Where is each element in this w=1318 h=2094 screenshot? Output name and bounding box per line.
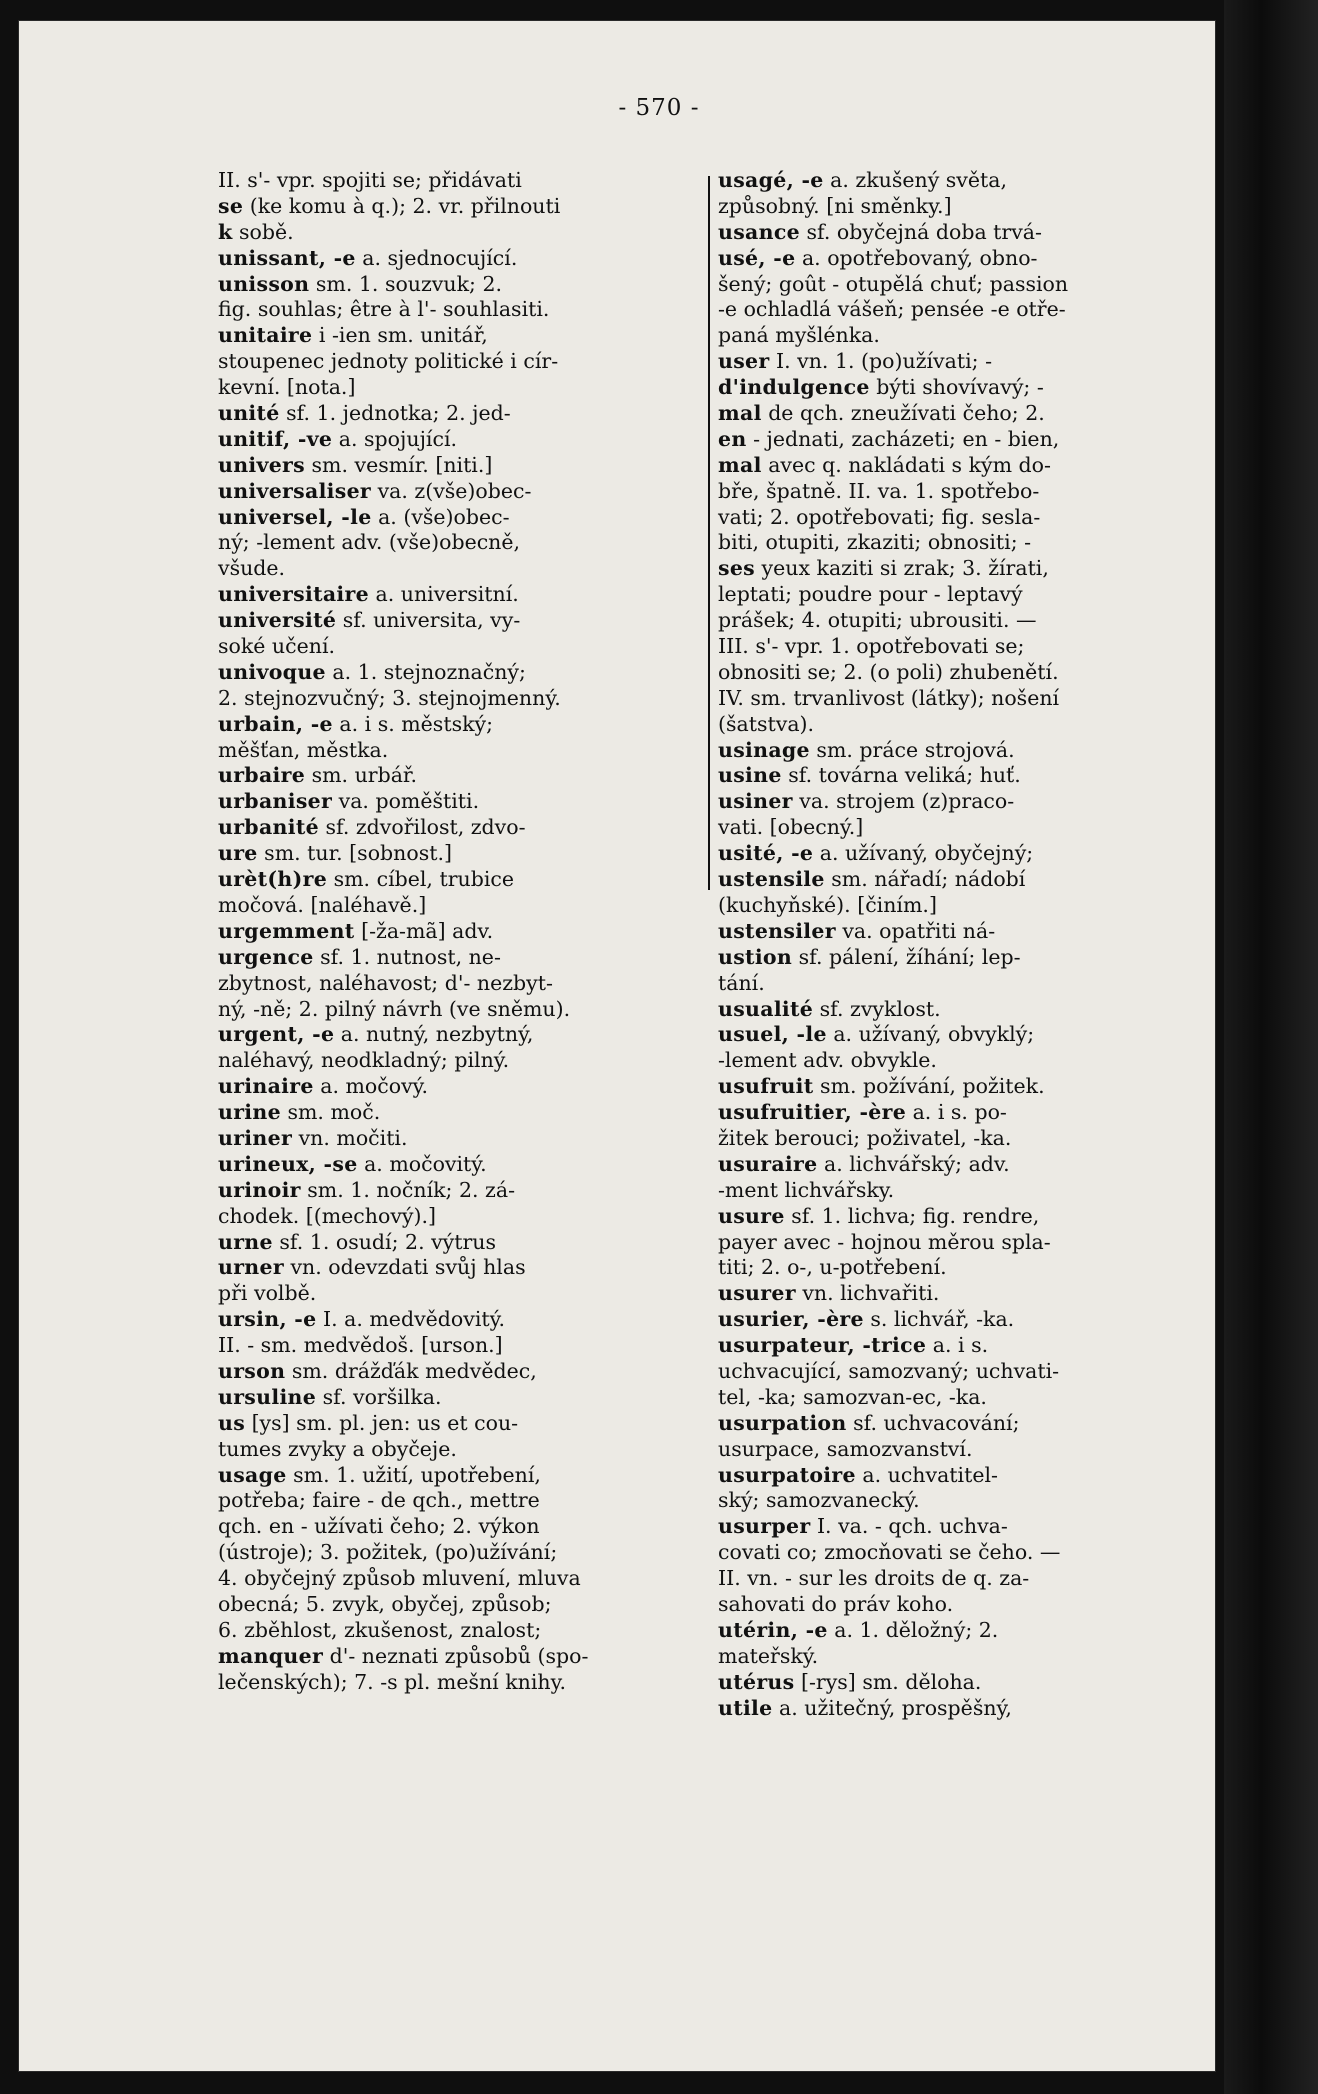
dictionary-line: při volbě. bbox=[218, 1281, 317, 1306]
left-column bbox=[218, 168, 688, 1696]
page-number: - 570 - bbox=[618, 95, 700, 121]
dictionary-line: urineux, -se a. močovitý. bbox=[218, 1151, 487, 1176]
dictionary-line: us [ys] sm. pl. jen: us et cou- bbox=[218, 1410, 519, 1435]
dictionary-line: zbytnost, naléhavost; d'- nezbyt- bbox=[218, 970, 553, 995]
dictionary-line: urinoir sm. 1. nočník; 2. zá- bbox=[218, 1177, 516, 1202]
dictionary-line: universel, -le a. (vše)obec- bbox=[218, 504, 510, 529]
dictionary-line: ský; samozvanecký. bbox=[718, 1488, 920, 1513]
dictionary-line: II. - sm. medvědoš. [urson.] bbox=[218, 1333, 503, 1358]
dictionary-line: tel, -ka; samozvan-ec, -ka. bbox=[718, 1384, 987, 1409]
dictionary-line: potřeba; faire - de qch., mettre bbox=[218, 1488, 540, 1513]
dictionary-line: soké učení. bbox=[218, 634, 336, 659]
dictionary-line: ses yeux kaziti si zrak; 3. žírati, bbox=[718, 556, 1049, 581]
dictionary-line: usage sm. 1. užití, upotřebení, bbox=[218, 1462, 541, 1487]
dictionary-line: mateřský. bbox=[718, 1643, 819, 1668]
dictionary-line: kevní. [nota.] bbox=[218, 375, 356, 400]
dictionary-line: tumes zvyky a obyčeje. bbox=[218, 1436, 457, 1461]
dictionary-line: šený; goût - otupělá chuť; passion bbox=[718, 271, 1069, 296]
dictionary-line: usualité sf. zvyklost. bbox=[718, 996, 941, 1021]
dictionary-line: k sobě. bbox=[218, 219, 294, 244]
dictionary-line: universaliser va. z(vše)obec- bbox=[218, 478, 532, 503]
dictionary-line: -e ochladlá vášeň; pensée -e otře- bbox=[718, 297, 1066, 322]
dictionary-line: (kuchyňské). [činím.] bbox=[718, 892, 937, 917]
dictionary-line: (šatstva). bbox=[718, 711, 815, 736]
dictionary-line: ustion sf. pálení, žíhání; lep- bbox=[718, 944, 1021, 969]
dictionary-line: urson sm. drážďák medvědec, bbox=[218, 1358, 537, 1383]
dictionary-line: stoupenec jednoty politické i cír- bbox=[218, 349, 559, 374]
dictionary-line: ursin, -e I. a. medvědovitý. bbox=[218, 1307, 505, 1332]
dictionary-line: usuraire a. lichvářský; adv. bbox=[718, 1151, 1010, 1176]
dictionary-line: měšťan, městka. bbox=[218, 737, 389, 762]
dictionary-line: usurer vn. lichvařiti. bbox=[718, 1281, 940, 1306]
dictionary-line: université sf. universita, vy- bbox=[218, 608, 521, 633]
dictionary-line: usiner va. strojem (z)praco- bbox=[718, 789, 1015, 814]
dictionary-line: unissant, -e a. sjednocující. bbox=[218, 245, 518, 270]
dictionary-line: ustensiler va. opatřiti ná- bbox=[718, 918, 996, 943]
dictionary-line: ure sm. tur. [sobnost.] bbox=[218, 841, 452, 866]
dictionary-line: mal de qch. zneužívati čeho; 2. bbox=[718, 401, 1045, 426]
dictionary-line: obnositi se; 2. (o poli) zhubenětí. bbox=[718, 659, 1059, 684]
dictionary-line: utérus [-rys] sm. děloha. bbox=[718, 1669, 982, 1694]
dictionary-line: 4. obyčejný způsob mluvení, mluva bbox=[218, 1566, 581, 1591]
dictionary-line: urgemment [-ža-mã] adv. bbox=[218, 918, 494, 943]
dictionary-line: urbain, -e a. i s. městský; bbox=[218, 711, 493, 736]
dictionary-line: všude. bbox=[218, 556, 286, 581]
dictionary-line: usurpatoire a. uchvatitel- bbox=[718, 1462, 998, 1487]
dictionary-line: urgence sf. 1. nutnost, ne- bbox=[218, 944, 501, 969]
dictionary-line: usurpateur, -trice a. i s. bbox=[718, 1333, 989, 1358]
dictionary-line: prášek; 4. otupiti; ubrousiti. — bbox=[718, 608, 1037, 633]
dictionary-line: -ment lichvářsky. bbox=[718, 1177, 895, 1202]
dictionary-line: II. vn. - sur les droits de q. za- bbox=[718, 1566, 1030, 1591]
dictionary-line: unitif, -ve a. spojující. bbox=[218, 426, 458, 451]
dictionary-line: naléhavý, neodkladný; pilný. bbox=[218, 1048, 510, 1073]
dictionary-line: usurpation sf. uchvacování; bbox=[718, 1410, 1020, 1435]
dictionary-line: utérin, -e a. 1. děložný; 2. bbox=[718, 1617, 999, 1642]
dictionary-line: usufruit sm. požívání, požitek. bbox=[718, 1074, 1045, 1099]
dictionary-line: fig. souhlas; être à l'- souhlasiti. bbox=[218, 297, 550, 322]
dictionary-line: IV. sm. trvanlivost (látky); nošení bbox=[718, 685, 1060, 710]
dictionary-line: covati co; zmocňovati se čeho. — bbox=[718, 1540, 1061, 1565]
dictionary-line: utile a. užitečný, prospěšný, bbox=[718, 1695, 1012, 1720]
dictionary-line: vati; 2. opotřebovati; fig. sesla- bbox=[718, 504, 1041, 529]
dictionary-line: usinage sm. práce strojová. bbox=[718, 737, 1015, 762]
dictionary-line: univoque a. 1. stejnoznačný; bbox=[218, 659, 526, 684]
dictionary-line: usé, -e a. opotřebovaný, obno- bbox=[718, 245, 1038, 270]
scan-background-edge bbox=[1224, 0, 1318, 2094]
dictionary-line: uchvacující, samozvaný; uchvati- bbox=[718, 1358, 1060, 1383]
dictionary-line: unité sf. 1. jednotka; 2. jed- bbox=[218, 401, 511, 426]
dictionary-line: urbanité sf. zdvořilost, zdvo- bbox=[218, 815, 526, 840]
dictionary-line: usure sf. 1. lichva; fig. rendre, bbox=[718, 1203, 1040, 1228]
dictionary-line: lečenských); 7. -s pl. mešní knihy. bbox=[218, 1669, 567, 1694]
dictionary-line: usuel, -le a. užívaný, obvyklý; bbox=[718, 1022, 1035, 1047]
dictionary-line: urbaire sm. urbář. bbox=[218, 763, 417, 788]
dictionary-line: usance sf. obyčejná doba trvá- bbox=[718, 219, 1042, 244]
dictionary-line: II. s'- vpr. spojiti se; přidávati bbox=[218, 168, 522, 192]
dictionary-line: paná myšlénka. bbox=[718, 323, 880, 348]
dictionary-line: unitaire i -ien sm. unitář, bbox=[218, 323, 488, 348]
dictionary-line: ustensile sm. nářadí; nádobí bbox=[718, 867, 1026, 892]
dictionary-line: biti, otupiti, zkaziti; obnositi; - bbox=[718, 530, 1032, 555]
dictionary-line: urbaniser va. poměštiti. bbox=[218, 789, 480, 814]
dictionary-line: ný; -lement adv. (vše)obecně, bbox=[218, 530, 521, 555]
dictionary-line: titi; 2. o-, u-potřebení. bbox=[718, 1255, 947, 1280]
dictionary-line: univers sm. vesmír. [niti.] bbox=[218, 452, 493, 477]
dictionary-line: sahovati do práv koho. bbox=[718, 1591, 954, 1616]
dictionary-line: vati. [obecný.] bbox=[718, 815, 864, 840]
dictionary-line: usurper I. va. - qch. uchva- bbox=[718, 1514, 1008, 1539]
dictionary-line: urèt(h)re sm. cíbel, trubice bbox=[218, 867, 515, 892]
dictionary-line: usité, -e a. užívaný, obyčejný; bbox=[718, 841, 1034, 866]
dictionary-line: uriner vn. močiti. bbox=[218, 1125, 408, 1150]
dictionary-line: způsobný. [ni směnky.] bbox=[718, 193, 952, 218]
dictionary-line: 2. stejnozvučný; 3. stejnojmenný. bbox=[218, 685, 561, 710]
dictionary-line: urner vn. odevzdati svůj hlas bbox=[218, 1255, 526, 1280]
dictionary-line: leptati; poudre pour - leptavý bbox=[718, 582, 1023, 607]
dictionary-line: payer avec - hojnou měrou spla- bbox=[718, 1229, 1051, 1254]
dictionary-line: unisson sm. 1. souzvuk; 2. bbox=[218, 271, 502, 296]
dictionary-line: urgent, -e a. nutný, nezbytný, bbox=[218, 1022, 534, 1047]
dictionary-line: obecná; 5. zvyk, obyčej, způsob; bbox=[218, 1591, 552, 1616]
dictionary-line: urne sf. 1. osudí; 2. výtrus bbox=[218, 1229, 497, 1254]
dictionary-line: tání. bbox=[718, 970, 765, 995]
dictionary-line: bře, špatně. II. va. 1. spotřebo- bbox=[718, 478, 1040, 503]
dictionary-line: d'indulgence býti shovívavý; - bbox=[718, 375, 1044, 400]
dictionary-line: user I. vn. 1. (po)užívati; - bbox=[718, 349, 993, 374]
dictionary-line: ný, -ně; 2. pilný návrh (ve sněmu). bbox=[218, 996, 571, 1021]
dictionary-line: (ústroje); 3. požitek, (po)užívání; bbox=[218, 1540, 558, 1565]
dictionary-line: III. s'- vpr. 1. opotřebovati se; bbox=[718, 634, 1025, 659]
dictionary-line: urinaire a. močový. bbox=[218, 1074, 429, 1099]
dictionary-line: ursuline sf. voršilka. bbox=[218, 1384, 442, 1409]
dictionary-line: se (ke komu à q.); 2. vr. přilnouti bbox=[218, 193, 561, 218]
dictionary-line: usurpace, samozvanství. bbox=[718, 1436, 973, 1461]
dictionary-line: usine sf. továrna veliká; huť. bbox=[718, 763, 1021, 788]
dictionary-line: en - jednati, zacházeti; en - bien, bbox=[718, 426, 1060, 451]
dictionary-line: chodek. [(mechový).] bbox=[218, 1203, 437, 1228]
dictionary-line: usagé, -e a. zkušený světa, bbox=[718, 168, 1007, 192]
dictionary-line: universitaire a. universitní. bbox=[218, 582, 519, 607]
column-divider bbox=[708, 176, 710, 890]
dictionary-line: žitek berouci; poživatel, -ka. bbox=[718, 1125, 1012, 1150]
dictionary-line: mal avec q. nakládati s kým do- bbox=[718, 452, 1051, 477]
right-column bbox=[718, 168, 1193, 1721]
dictionary-line: urine sm. moč. bbox=[218, 1100, 381, 1125]
dictionary-line: 6. zběhlost, zkušenost, znalost; bbox=[218, 1617, 542, 1642]
dictionary-line: qch. en - užívati čeho; 2. výkon bbox=[218, 1514, 540, 1539]
dictionary-line: usurier, -ère s. lichvář, -ka. bbox=[718, 1307, 1015, 1332]
dictionary-line: manquer d'- neznati způsobů (spo- bbox=[218, 1643, 589, 1668]
dictionary-line: močová. [naléhavě.] bbox=[218, 892, 427, 917]
dictionary-line: usufruitier, -ère a. i s. po- bbox=[718, 1100, 1007, 1125]
dictionary-line: -lement adv. obvykle. bbox=[718, 1048, 937, 1073]
